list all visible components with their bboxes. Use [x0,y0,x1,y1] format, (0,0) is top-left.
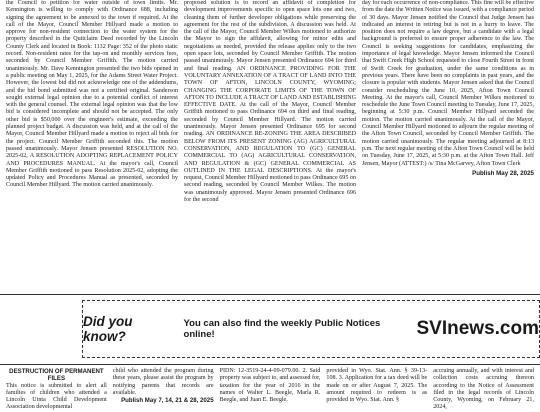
notice-column [433,368,534,411]
column-text: proposed solution is to record an affidavit of completion for development improvements specific to open space lots one and two, cleaning them of further developer obligations while preserving the agreement for the rest of the subdivision. A discussion was held. At the call of the Mayor, Council Member Wilkes motioned to authorize the Mayor to sign the affidavit, allowing for minor edits and negotiations as needed, provided the release applies only to the two open space lots, seconded by Council Member Griffith. The motion passed unanimously. Mayor Jensen presented Ordinance 694 for third and final reading. AN ORDINANCE PROVIDING FOR THE VOLUNTARY ANNEXATION OF A TRACT OF LAND INTO THE TOWN OF AFTON, LINCOLN COUNTY, WYOMING; CHANGING THE CORPORATE LIMITS OF THE TOWN OF AFTON TO INCLUDE A TRACT OF LAND AND ESTABLISHING EFFECTIVE DATE. At the call of the Mayor, Council Member Griffith motioned to pass Ordinance 694 on third and final reading, seconded by Council Member Hillyard. The motion carried unanimously. Mayor Jensen presented Ordinance 695 for second reading. AN ORDINANCE RE-ZONING THE AREA DESCRIBED BELOW FROM ITS PRESENT ZONING (AG) AGRICULTURAL CONSERVATION, AND REGULATION TO (GC) GENERAL COMMERCIAL TO (AG) AGRICULTURAL CONSERVATION, AND REGULATION & (GC) GENERAL COMMERCIAL AS OUTLINED IN THE LEGAL DESCRIPTIONS. At the mayor's request, Council Member Hillyard motioned to pass Ordinance 695 on second reading, seconded by Council Member Wilkes. The motion was unanimously approved. Mayor Jensen presented Ordinance 696 for the second [184,0,356,204]
publish-date: Publish May 7, 14, 21 & 28, 2025 [121,397,214,405]
public-notices-banner[interactable] [82,300,540,358]
banner-body: You can also find the weekly Public Notices online! [183,318,381,340]
banner-site-link[interactable]: SVInews.com [416,318,539,339]
column-text: accruing annually, and with interest and collection costs accruing thereon according to the Notice of Assessment filed in the legal records of Lincoln County, Wyoming, on February 21, 2024, [433,368,534,411]
banner-lead: Did you know? [83,314,133,344]
publish-date: Publish May 28, 2025 [472,169,534,177]
divider-rule [0,364,540,365]
notice-column [112,368,214,405]
column-text: child who attended the program during these years, please assist the program by notifying parents that records are available. [112,368,214,396]
notice-columns-bottom [0,368,540,411]
notice-column [219,368,321,404]
column-text: day for each occurrence of non-compliance. This fine will be effective from the date the Written Notice was issued, with a compliance period of 30 days. Mayor Jensen notified the Council that Judge Jensen has indicated an interest in retiring but is not in a hurry to leave. The position does not require a law degree, but a candidate with a legal background is preferred to ensure proper adherence to the law. The Council is seeking suggestions for candidates, emphasizing the importance of legal knowledge. Mayor Jensen informed the Council that Swift Creek High School requested to close Fourth Street in front of Swift Creek for graduation, under the same conditions as in previous years. There have been no complaints in past years, and the closure is popular with students. Mayor Jensen asked that the Council consider rescheduling the June 10, 2025, Afton Town Council Meeting. At the mayor's call, Council Member Wilkes motioned to reschedule the June Town Council meeting to Tuesday, June 17, 2025, beginning at 5:30 p.m. Council Member Hillyard seconded the motion. The motion carried unanimously. At the call of the Mayor, Council Member Hillyard motioned to adjourn the regular meeting of the Afton Town Council, seconded by Council Member Griffith. The motion carried unanimously. The regular meeting adjourned at 8:13 p.m. The next regular meeting of the Afton Town Council will be held on Tuesday, June 17, 2025, at 5:30 p.m. at the Afton Town Hall. Jeff Jensen, Mayor (ATTEST:) /s/ Tina McGarvey, Afton Town Clerk [362,0,534,167]
notice-heading: DESTRUCTION OF PERMANENT FILES [9,368,104,383]
notice-column [6,368,107,411]
column-text: provided in Wyo. Stat. Ann. § 39-13-108. 3. Application for a tax deed will be made on or after August 7, 2025. The amount required to redeem is as provided in Wyo. Stat. Ann. § [326,368,428,404]
divider-rule [0,294,540,295]
column-text: the Council to petition for water outside of town limits. Mr. Kennington is willing to comply with Ordinance 688, including signing the agreement to be annexed to the town if required. At the call of the Mayor, Council Member Hillyard made a motion to approve for non-resident connection to the water system for the property described in the Quitclaim Deed recorded by the Lincoln County Clerk and located in Book: 1132 Page: 352 of the photo static record. Non-resident rates for the tap-on and monthly services fees, seconded by Council Member Griffith. The motion carried unanimously. Mr. Dave Kennington presented the two bids opened in a public meeting on May 1, 2025, for the Adams Street Water Project. However, the lowest bid did not acknowledge one of the addendums, and the bid bond submitted was not a certified original. Sanderson sought external legal opinion due to a potential conflict of interest with the general counsel. The external legal opinion was that the low bid is considered incomplete and should not be accepted. The only other bid is $50,000 over the engineer's estimate, exceeding the planned project budget. A discussion was held, and at the call of the Mayor, Council Member Hillyard made a motion to reject all bids for the project. Council Member Griffith seconded this. The motion passed unanimously. Mayor Jensen presented RESOLUTION NO. 2025-02, A RESOLUTION ADOPTING REPLACEMENT POLICY AND PROCEDURES MANUAL. At the mayor's call, Council Member Griffith motioned to pass Resolution 2025-02, adopting the updated Policy and Procedures Manual as presented, seconded by Council Member Hillyard. The motion carried unanimously. [6,0,178,189]
notice-column [326,368,428,404]
column-text: PIDN: 12-3519-24-4-09-079.00. 2. Said property was subject to, and assessed for, taxation for the year of 2016 in the names of Walter L. Beegle, Marla R. Beegle, and Juan E. Beegle. [219,368,321,404]
notice-column [6,0,178,292]
column-text: This notice is submitted to alert all families of children who attended a Lincoln Uinta Child Development Association developmental [6,382,107,411]
notice-column [184,0,356,292]
notice-column [362,0,534,292]
